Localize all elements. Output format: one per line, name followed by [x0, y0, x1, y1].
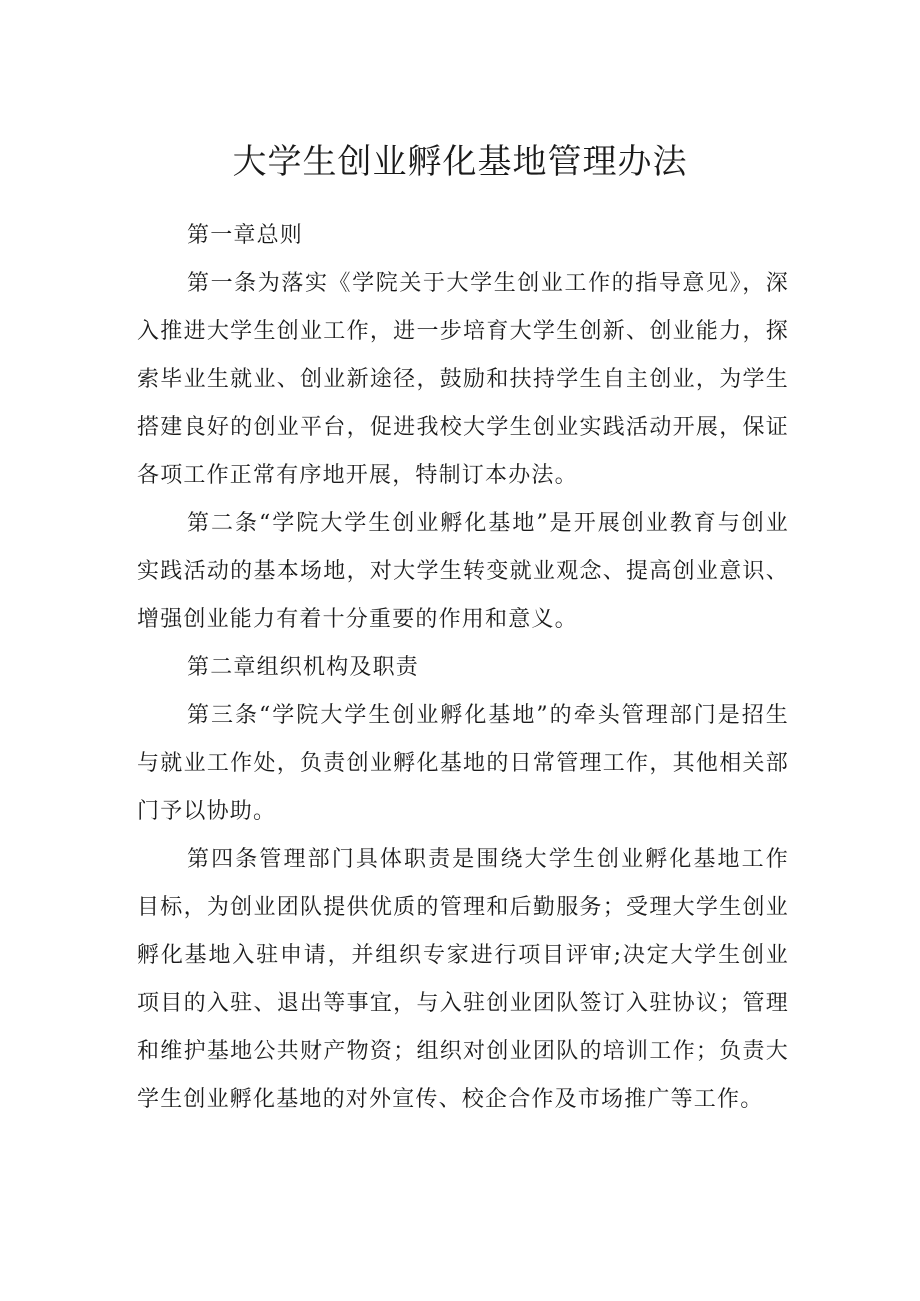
article-paragraph: 第二条“学院大学生创业孵化基地”是开展创业教育与创业实践活动的基本场地，对大学生转变就业观念、提高创业意识、增强创业能力有着十分重要的作用和意义。 — [137, 511, 789, 632]
chapter-heading: 第一章总则 — [187, 223, 304, 248]
document-body — [137, 212, 789, 1124]
article-paragraph: 第四条管理部门具体职责是围绕大学生创业孵化基地工作目标，为创业团队提供优质的管理和后勤服务；受理大学生创业孵化基地入驻申请，并组织专家进行项目评审;决定大学生创业项目的入驻、退出等事宜，与入驻创业团队签订入驻协议；管理和维护基地公共财产物资；组织对创业团队的培训工作；负责大学生创业孵化基地的对外宣传、校企合作及市场推广等工作。 — [137, 847, 789, 1112]
document-title: 大学生创业孵化基地管理办法 — [232, 142, 688, 182]
article-paragraph: 第三条“学院大学生创业孵化基地”的牵头管理部门是招生与就业工作处，负责创业孵化基地的日常管理工作，其他相关部门予以协助。 — [137, 703, 789, 824]
chapter-heading: 第二章组织机构及职责 — [187, 655, 420, 680]
article-paragraph: 第一条为落实《学院关于大学生创业工作的指导意见》，深入推进大学生创业工作，进一步培育大学生创新、创业能力，探索毕业生就业、创业新途径，鼓励和扶持学生自主创业，为学生搭建良好的创业平台，促进我校大学生创业实践活动开展，保证各项工作正常有序地开展，特制订本办法。 — [137, 271, 789, 488]
